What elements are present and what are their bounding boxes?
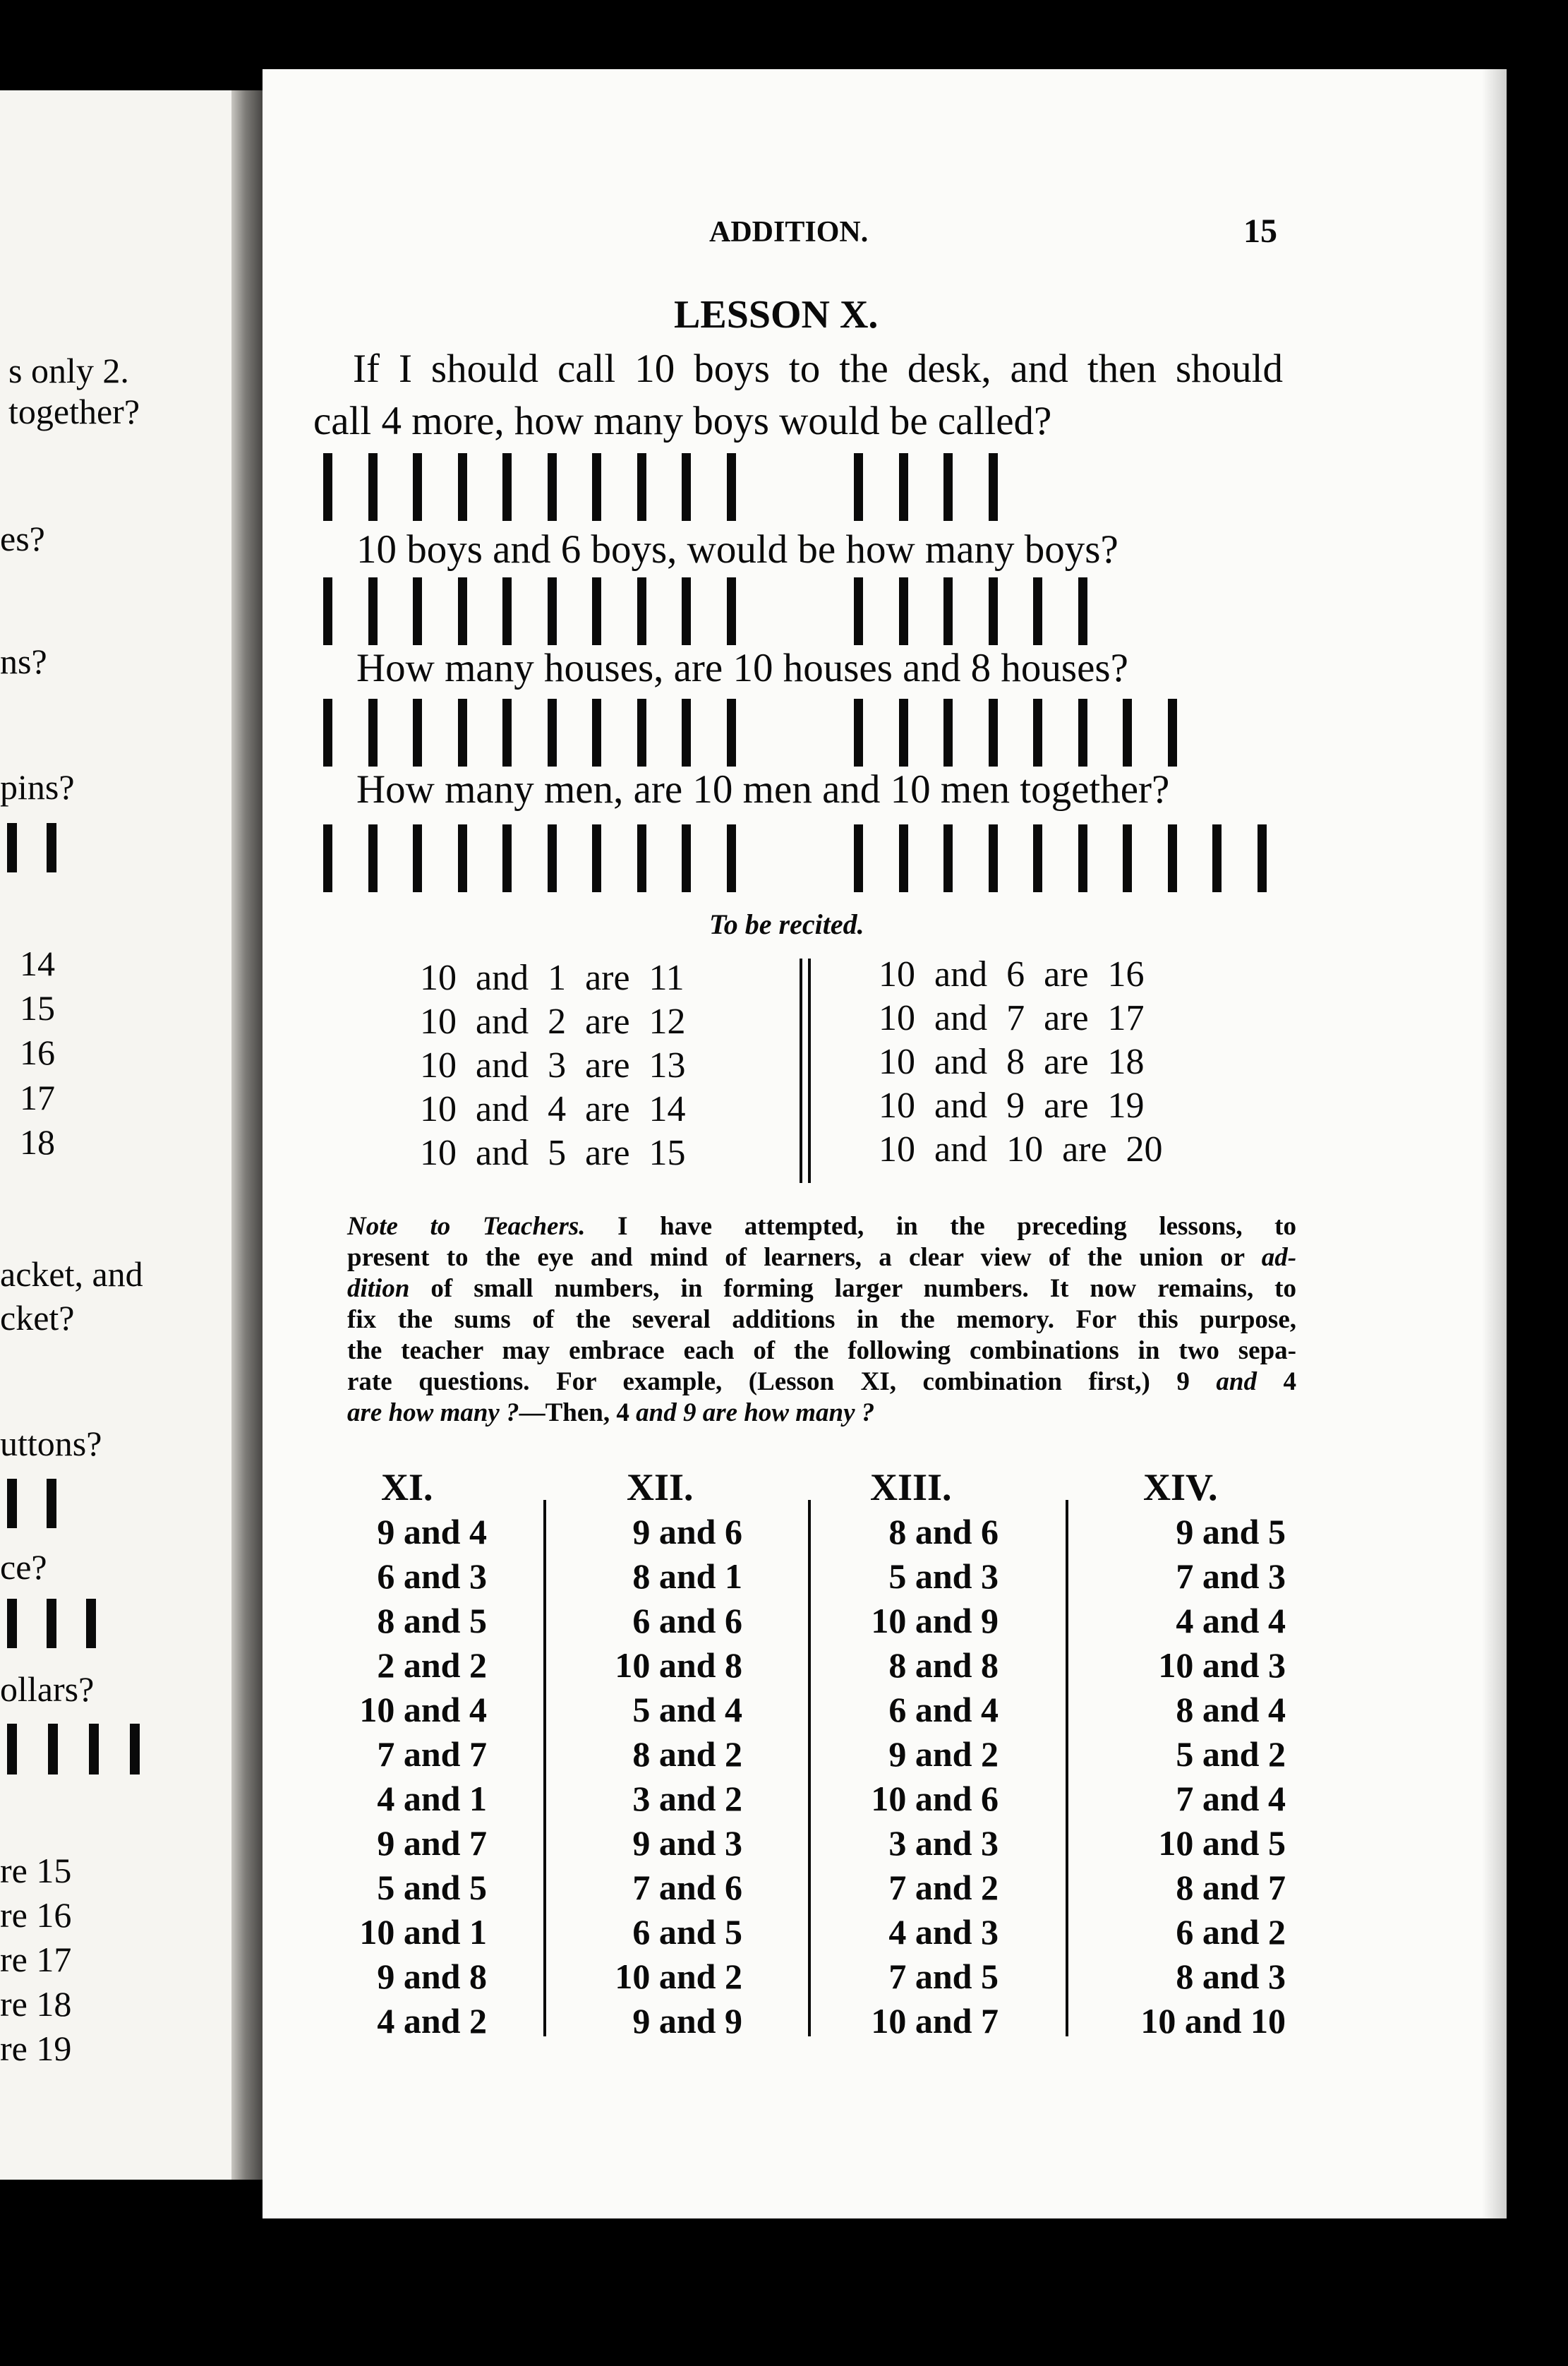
drill-divider-3 [1066, 1500, 1068, 2036]
tally-mark [368, 453, 378, 521]
tally-mark [48, 1724, 58, 1774]
drill-row: 7 and 7 [377, 1734, 487, 1774]
recite-row: 10 and 1 are 11 [420, 958, 685, 998]
tally-mark [323, 824, 332, 892]
drill-heading-xii: XII. [627, 1466, 694, 1508]
drill-row: 5 and 3 [888, 1556, 999, 1596]
tally-mark [1033, 824, 1042, 892]
running-title: ADDITION. [709, 216, 869, 248]
drill-row: 9 and 2 [888, 1734, 999, 1774]
tally-mark [323, 577, 332, 645]
tally-mark [637, 824, 646, 892]
tally-mark [458, 699, 467, 767]
tally-mark [89, 1724, 99, 1774]
tally-mark [1168, 824, 1177, 892]
drill-row: 8 and 2 [632, 1734, 742, 1774]
tally-mark [989, 824, 998, 892]
note-text: the teacher may embrace each of the following combinations in two sepa- [347, 1336, 1296, 1365]
note-line [347, 1304, 1296, 1335]
note-emphasis: ad- [1261, 1243, 1297, 1272]
recite-divider-1 [800, 959, 802, 1183]
left-fragment: re 19 [0, 2029, 72, 2068]
drill-row: 10 and 7 [871, 2001, 999, 2041]
note-text: of small numbers, in forming larger numbers. It now remains, to [430, 1274, 1297, 1303]
tally-mark [47, 823, 56, 872]
tally-mark [682, 824, 691, 892]
drill-row: 8 and 5 [377, 1601, 487, 1640]
tally-mark [502, 699, 512, 767]
tally-mark [637, 453, 646, 521]
left-fragment: together? [8, 392, 140, 431]
tally-mark [592, 577, 601, 645]
left-fragment: ns? [0, 642, 47, 681]
drill-row: 10 and 5 [1158, 1823, 1286, 1863]
tally-mark [682, 453, 691, 521]
tally-mark [7, 1599, 17, 1648]
note-text: rate questions. For example, (Lesson XI, combination first,) 9 [347, 1367, 1190, 1396]
tally-mark [637, 699, 646, 767]
recite-divider-2 [808, 959, 811, 1183]
tally-mark [368, 577, 378, 645]
question-4: How many men, are 10 men and 10 men together? [356, 767, 1170, 812]
tally-mark [1123, 824, 1132, 892]
note-text: I have attempted, in the preceding lessons, to [617, 1212, 1296, 1241]
drill-row: 4 and 1 [377, 1779, 487, 1818]
drill-row: 9 and 4 [377, 1512, 487, 1551]
left-fragment: pins? [0, 767, 75, 807]
drill-row: 5 and 5 [377, 1868, 487, 1907]
recite-row: 10 and 4 are 14 [420, 1089, 686, 1129]
drill-row: 8 and 6 [888, 1512, 999, 1551]
drill-row: 7 and 3 [1176, 1556, 1286, 1596]
drill-row: 9 and 3 [632, 1823, 742, 1863]
recite-heading: To be recited. [709, 908, 864, 940]
note-text: 4 [1283, 1367, 1296, 1396]
note-emphasis: dition [347, 1274, 410, 1303]
recite-row: 10 and 3 are 13 [420, 1045, 686, 1086]
note-line [347, 1367, 1296, 1398]
book-gutter [231, 90, 267, 2180]
tally-mark [47, 1479, 56, 1528]
tally-mark [637, 577, 646, 645]
drill-row: 10 and 10 [1140, 2001, 1286, 2041]
drill-row: 4 and 2 [377, 2001, 487, 2041]
tally-mark [854, 577, 863, 645]
drill-row: 6 and 6 [632, 1601, 742, 1640]
drill-row: 8 and 7 [1176, 1868, 1286, 1907]
tally-mark [592, 824, 601, 892]
drill-row: 10 and 1 [359, 1912, 487, 1952]
note-emphasis: are how many ? [347, 1398, 519, 1427]
lesson-title: LESSON X. [674, 293, 879, 337]
tally-mark [368, 699, 378, 767]
drill-row: 9 and 8 [377, 1957, 487, 1996]
tally-mark [502, 577, 512, 645]
tally-mark [1078, 577, 1087, 645]
left-fragment: acket, and [0, 1254, 143, 1294]
left-fragment: re 15 [0, 1851, 72, 1890]
recite-row: 10 and 8 are 18 [879, 1042, 1145, 1082]
drill-row: 9 and 6 [632, 1512, 742, 1551]
tally-mark [899, 824, 908, 892]
tally-mark [1168, 699, 1177, 767]
left-fragment: 17 [20, 1078, 55, 1117]
left-fragment: 18 [20, 1122, 55, 1162]
tally-mark [458, 577, 467, 645]
note-label: Note to Teachers. [347, 1212, 586, 1241]
recite-row: 10 and 5 are 15 [420, 1133, 686, 1173]
tally-mark [854, 699, 863, 767]
note-text: present to the eye and mind of learners, a clear view of the union or [347, 1243, 1245, 1272]
tally-mark [943, 824, 953, 892]
tally-mark [989, 577, 998, 645]
left-fragment: 16 [20, 1033, 55, 1072]
tally-mark [47, 1599, 56, 1648]
drill-row: 10 and 9 [871, 1601, 999, 1640]
tally-mark [727, 453, 736, 521]
tally-mark [548, 453, 557, 521]
drill-row: 5 and 2 [1176, 1734, 1286, 1774]
drill-row: 7 and 6 [632, 1868, 742, 1907]
drill-row: 5 and 4 [632, 1690, 742, 1729]
page-number: 15 [1243, 212, 1277, 250]
tally-mark [368, 824, 378, 892]
recite-row: 10 and 9 are 19 [879, 1086, 1145, 1126]
tally-mark [413, 824, 422, 892]
drill-row: 8 and 3 [1176, 1957, 1286, 1996]
left-fragment: ollars? [0, 1669, 95, 1709]
note-text: —Then, 4 [519, 1398, 629, 1427]
tally-mark [1033, 577, 1042, 645]
tally-mark [548, 699, 557, 767]
note-line [347, 1211, 1296, 1242]
drill-row: 3 and 2 [632, 1779, 742, 1818]
drill-heading-xiv: XIV. [1143, 1466, 1218, 1508]
page-edge-shadow [1482, 69, 1507, 2218]
tally-mark [854, 453, 863, 521]
tally-mark [1078, 824, 1087, 892]
tally-mark [727, 699, 736, 767]
tally-mark [413, 699, 422, 767]
tally-mark [592, 453, 601, 521]
question-3: How many houses, are 10 houses and 8 houses? [356, 646, 1128, 690]
drill-row: 10 and 4 [359, 1690, 487, 1729]
tally-mark [592, 699, 601, 767]
drill-row: 6 and 5 [632, 1912, 742, 1952]
tally-mark [899, 577, 908, 645]
tally-mark [1033, 699, 1042, 767]
drill-row: 6 and 2 [1176, 1912, 1286, 1952]
recite-row: 10 and 10 are 20 [879, 1129, 1163, 1170]
tally-mark [943, 577, 953, 645]
drill-row: 8 and 4 [1176, 1690, 1286, 1729]
tally-mark [727, 577, 736, 645]
drill-divider-1 [543, 1500, 546, 2036]
tally-mark [413, 453, 422, 521]
question-2: 10 boys and 6 boys, would be how many boys? [356, 527, 1118, 572]
drill-row: 7 and 5 [888, 1957, 999, 1996]
drill-row: 9 and 9 [632, 2001, 742, 2041]
drill-row: 2 and 2 [377, 1645, 487, 1685]
tally-mark [989, 699, 998, 767]
tally-mark [943, 699, 953, 767]
drill-row: 8 and 1 [632, 1556, 742, 1596]
left-fragment: s only 2. [8, 351, 129, 390]
drill-row: 6 and 4 [888, 1690, 999, 1729]
tally-mark [7, 1724, 17, 1774]
tally-mark [989, 453, 998, 521]
left-fragment: re 18 [0, 1984, 72, 2024]
left-fragment: re 16 [0, 1895, 72, 1935]
tally-mark [682, 699, 691, 767]
recite-row: 10 and 7 are 17 [879, 998, 1145, 1038]
drill-row: 3 and 3 [888, 1823, 999, 1863]
tally-mark [1078, 699, 1087, 767]
tally-mark [943, 453, 953, 521]
drill-row: 7 and 2 [888, 1868, 999, 1907]
left-fragment: 14 [20, 944, 55, 983]
tally-mark [548, 824, 557, 892]
drill-row: 4 and 3 [888, 1912, 999, 1952]
question-1-line-2: call 4 more, how many boys would be called? [313, 399, 1052, 443]
tally-mark [1258, 824, 1267, 892]
tally-mark [682, 577, 691, 645]
drill-row: 10 and 2 [615, 1957, 742, 1996]
tally-mark [130, 1724, 140, 1774]
note-line [347, 1398, 874, 1429]
left-fragment: cket? [0, 1298, 75, 1338]
left-fragment: uttons? [0, 1424, 102, 1463]
note-text: fix the sums of the several additions in the memory. For this purpose, [347, 1305, 1296, 1334]
note-line [347, 1335, 1296, 1367]
tally-mark [1212, 824, 1222, 892]
drill-row: 9 and 7 [377, 1823, 487, 1863]
note-emphasis: and [1216, 1367, 1257, 1396]
tally-mark [1123, 699, 1132, 767]
tally-mark [413, 577, 422, 645]
drill-heading-xiii: XIII. [870, 1466, 952, 1508]
tally-mark [86, 1599, 96, 1648]
tally-mark [502, 453, 512, 521]
left-fragment: re 17 [0, 1940, 72, 1979]
note-line [347, 1242, 1296, 1273]
left-fragment: es? [0, 519, 45, 558]
tally-mark [899, 453, 908, 521]
drill-row: 7 and 4 [1176, 1779, 1286, 1818]
tally-mark [899, 699, 908, 767]
recite-row: 10 and 6 are 16 [879, 954, 1145, 995]
tally-mark [7, 1479, 17, 1528]
drill-heading-xi: XI. [381, 1466, 433, 1508]
drill-row: 6 and 3 [377, 1556, 487, 1596]
drill-row: 10 and 8 [615, 1645, 742, 1685]
tally-mark [502, 824, 512, 892]
drill-row: 10 and 3 [1158, 1645, 1286, 1685]
tally-mark [323, 453, 332, 521]
note-line [347, 1273, 1296, 1304]
drill-row: 4 and 4 [1176, 1601, 1286, 1640]
tally-mark [7, 823, 17, 872]
tally-mark [323, 699, 332, 767]
drill-divider-2 [808, 1500, 811, 2036]
tally-mark [854, 824, 863, 892]
drill-row: 8 and 8 [888, 1645, 999, 1685]
tally-mark [727, 824, 736, 892]
tally-mark [458, 824, 467, 892]
tally-mark [548, 577, 557, 645]
drill-row: 9 and 5 [1176, 1512, 1286, 1551]
drill-row: 10 and 6 [871, 1779, 999, 1818]
note-emphasis: and 9 are how many ? [636, 1398, 875, 1427]
left-fragment: ce? [0, 1547, 47, 1587]
recite-row: 10 and 2 are 12 [420, 1002, 686, 1042]
tally-mark [458, 453, 467, 521]
left-fragment: 15 [20, 988, 55, 1028]
question-1-line-1: If I should call 10 boys to the desk, and then should [353, 347, 1283, 391]
